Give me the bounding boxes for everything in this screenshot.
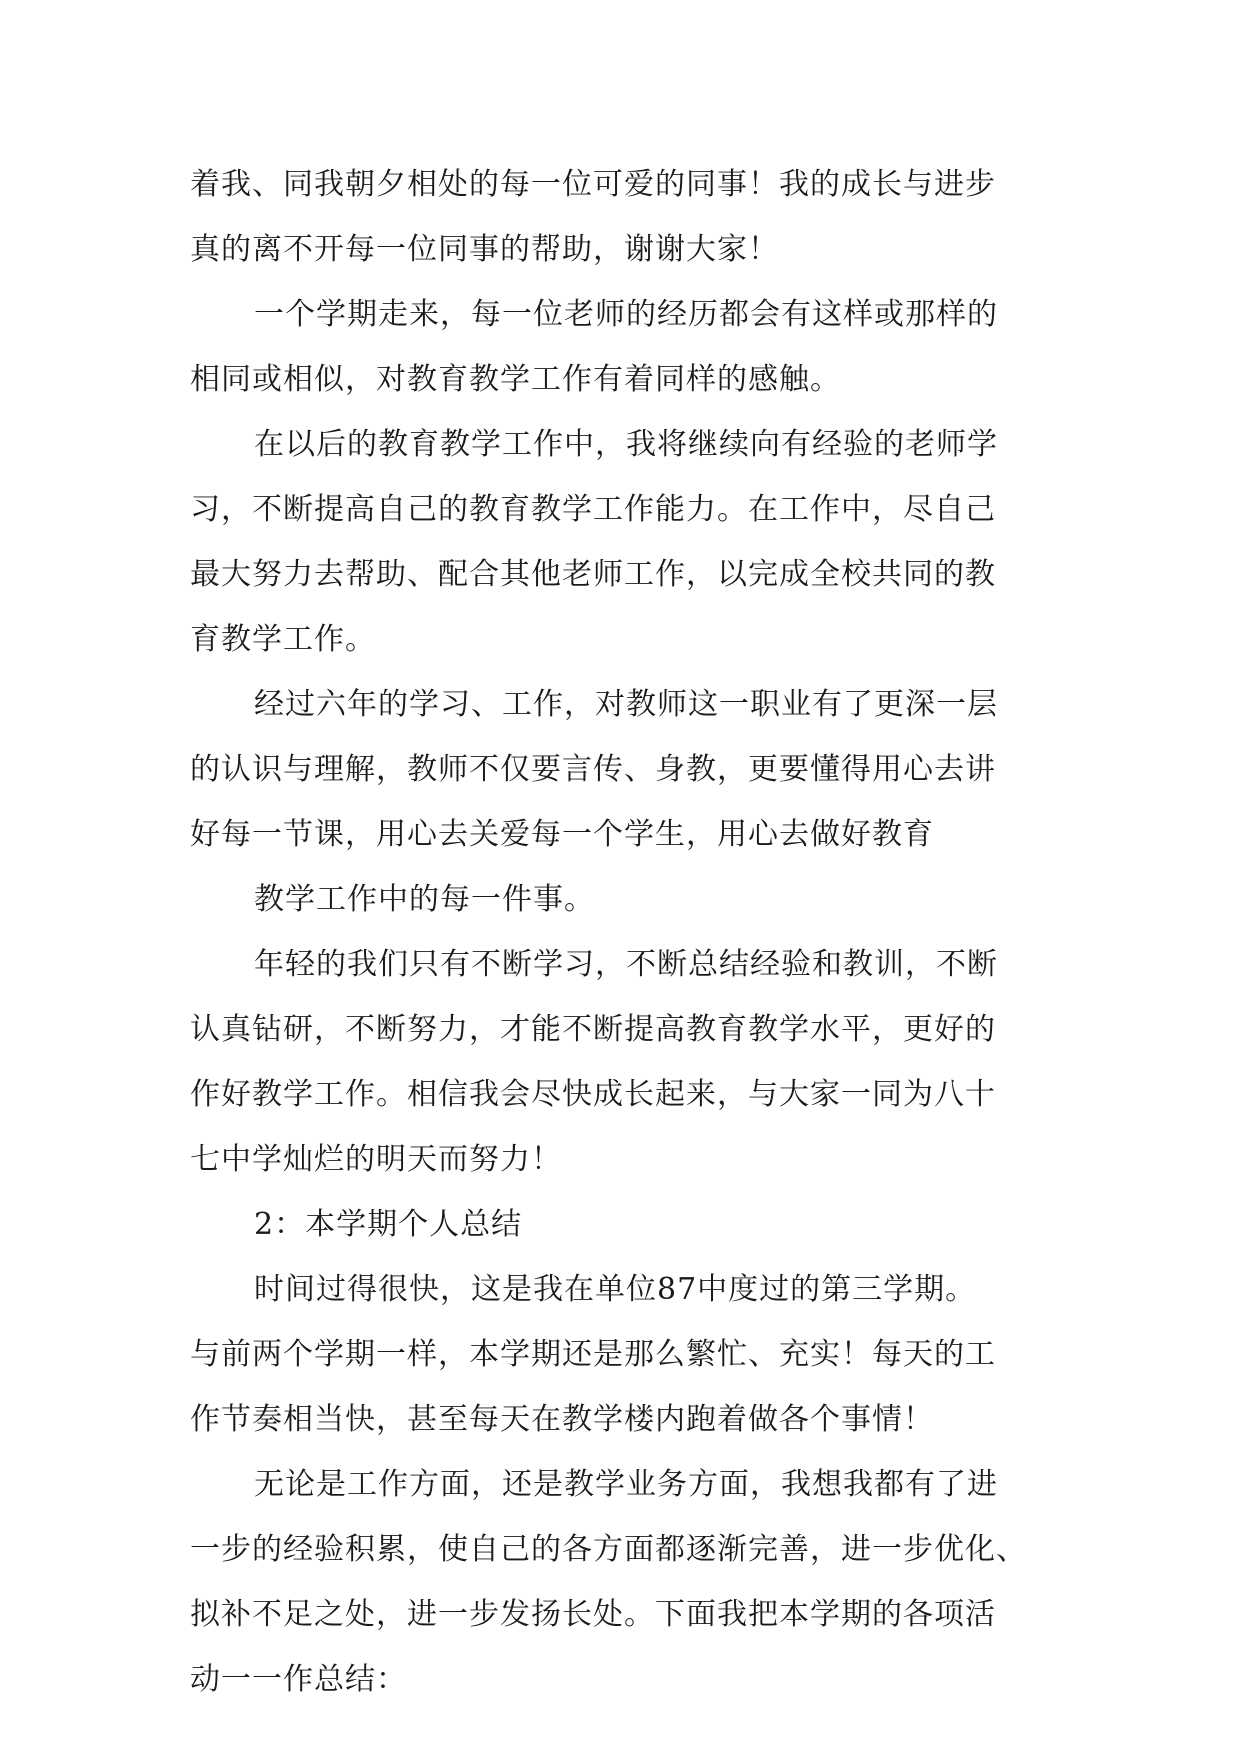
- text-line: 最大努力去帮助、配合其他老师工作，以完成全校共同的教: [190, 557, 996, 592]
- text-line: 认真钻研，不断努力，才能不断提高教育教学水平，更好的: [190, 1012, 996, 1047]
- text-line: 一步的经验积累，使自己的各方面都逐渐完善，进一步优化、: [190, 1532, 1027, 1567]
- text-line: 年轻的我们只有不断学习，不断总结经验和教训，不断: [254, 947, 998, 982]
- text-line: 拟补不足之处，进一步发扬长处。下面我把本学期的各项活: [190, 1597, 996, 1632]
- text-line: 育教学工作。: [190, 622, 376, 657]
- text-line: 在以后的教育教学工作中，我将继续向有经验的老师学: [254, 427, 998, 462]
- text-line: 作好教学工作。相信我会尽快成长起来，与大家一同为八十: [190, 1077, 996, 1112]
- text-line: 七中学灿烂的明天而努力！: [190, 1142, 562, 1177]
- text-line: 的认识与理解，教师不仅要言传、身教，更要懂得用心去讲: [190, 752, 996, 787]
- text-line: 相同或相似，对教育教学工作有着同样的感触。: [190, 362, 841, 397]
- text-line: 好每一节课，用心去关爱每一个学生，用心去做好教育: [190, 817, 934, 852]
- text-line: 与前两个学期一样，本学期还是那么繁忙、充实！每天的工: [190, 1337, 996, 1372]
- text-line: 着我、同我朝夕相处的每一位可爱的同事！我的成长与进步: [190, 167, 996, 202]
- text-line: 习，不断提高自己的教育教学工作能力。在工作中，尽自己: [190, 492, 996, 527]
- text-line: 动一一作总结：: [190, 1662, 407, 1697]
- text-line: 时间过得很快，这是我在单位87中度过的第三学期。: [254, 1272, 977, 1307]
- text-line: 无论是工作方面，还是教学业务方面，我想我都有了进: [254, 1467, 998, 1502]
- document-body: [190, 152, 1070, 1712]
- text-line: 作节奏相当快，甚至每天在教学楼内跑着做各个事情！: [190, 1402, 934, 1437]
- text-line: 真的离不开每一位同事的帮助，谢谢大家！: [190, 232, 779, 267]
- text-line: 教学工作中的每一件事。: [254, 882, 595, 917]
- text-line: 经过六年的学习、工作，对教师这一职业有了更深一层: [254, 687, 998, 722]
- text-line: 一个学期走来，每一位老师的经历都会有这样或那样的: [254, 297, 998, 332]
- section-heading: 2：本学期个人总结: [254, 1207, 523, 1242]
